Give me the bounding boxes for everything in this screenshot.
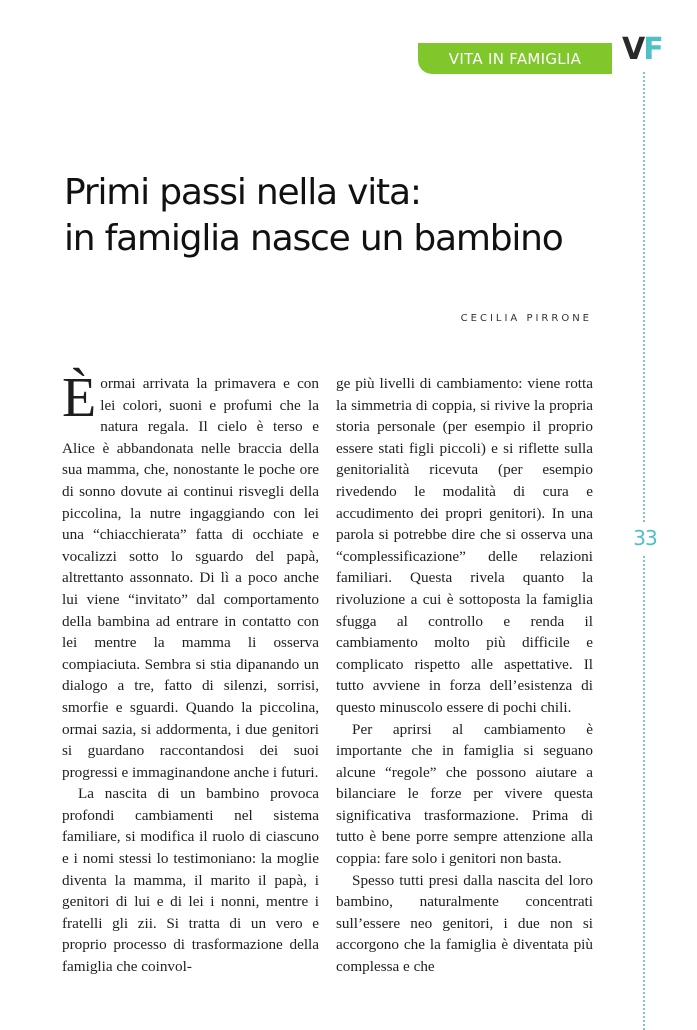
- text-column-left: [62, 367, 319, 978]
- title-line-1: Primi passi nella vita:: [64, 172, 421, 213]
- logo-letter-f: F: [643, 32, 662, 67]
- paragraph: [62, 367, 319, 783]
- drop-cap: È: [62, 367, 97, 429]
- logo-letter-v: V: [622, 32, 644, 67]
- author-byline: CECILIA PIRRONE: [460, 313, 592, 324]
- magazine-logo: [622, 32, 662, 67]
- paragraph: Spesso tutti presi dalla nascita del loro bambino, naturalmente concentrati sull’essere neo genitori, i due non si accorgono che la famiglia è diventata più complessa e che: [336, 871, 593, 976]
- page-number: 33: [631, 522, 659, 554]
- paragraph: La nascita di un bambino provoca profondi cambiamenti nel sistema familiare, si modifica il ruolo di ciascuno e i nomi stessi lo testimoniano: la moglie diventa la mamma, il marito il papà, i genitori di lui e di lei i nonni, mentre i fratelli gli zii. Si tratta di un vero e proprio processo di trasformazione della famiglia che coinvol-: [62, 785, 319, 976]
- section-tag: [418, 43, 612, 74]
- paragraph-text: ormai arrivata la primavera e con lei colori, suoni e profumi che la natura regala. Il cielo è terso e Alice è abbandonata nelle braccia della sua mamma, che, nonostante le poche ore di sonno dovute ai continui risvegli della piccolina, la nutre ingaggiando con lei una “chiacchierata” fatta di occhiate e vocalizzi sotto lo sguardo del papà, altrettanto assonnato. Di lì a poco anche lui viene “invitato” dal comportamento della bambina ad entrare in contatto con lei mentre la mamma li osserva compiaciuta. Sembra si stia dipanando un dialogo a tre, fatto di silenzi, sorrisi, smorfie e sguardi. Quando la piccolina, ormai sazia, si addormenta, i due genitori si guardano raccontandosi dei suoi progressi e immaginandone anche i futuri.: [62, 375, 319, 781]
- paragraph: ge più livelli di cambiamento: viene rotta la simmetria di coppia, si rivive la propria storia personale (per esempio il proprio essere stati figli piccoli) e si riflette sulla genitorialità ricevuta (per esempio rivedendo le modalità di cura e accudimento dei propri genitori). In una parola si potrebbe dire che si osserva una “complessificazione” delle relazioni familiari. Questa rivela quanto la rivoluzione a cui è sottoposta la famiglia sfugga al controllo e renda il cambiamento molto più difficile e complicato rispetto alle aspettative. Il tutto avviene in forza dell’esistenza di questo minuscolo essere di pochi chili.: [336, 375, 593, 716]
- text-column-right: [336, 373, 593, 978]
- article-title: [64, 170, 624, 262]
- section-label: VITA IN FAMIGLIA: [448, 49, 582, 68]
- title-line-2: in famiglia nasce un bambino: [64, 218, 563, 259]
- paragraph: Per aprirsi al cambiamento è importante che in famiglia si seguano alcune “regole” che possono aiutare a bilanciare le forze per vivere questa significativa trasformazione. Prima di tutto è bene porre sempre attenzione alla coppia: fare solo i genitori non basta.: [336, 720, 593, 868]
